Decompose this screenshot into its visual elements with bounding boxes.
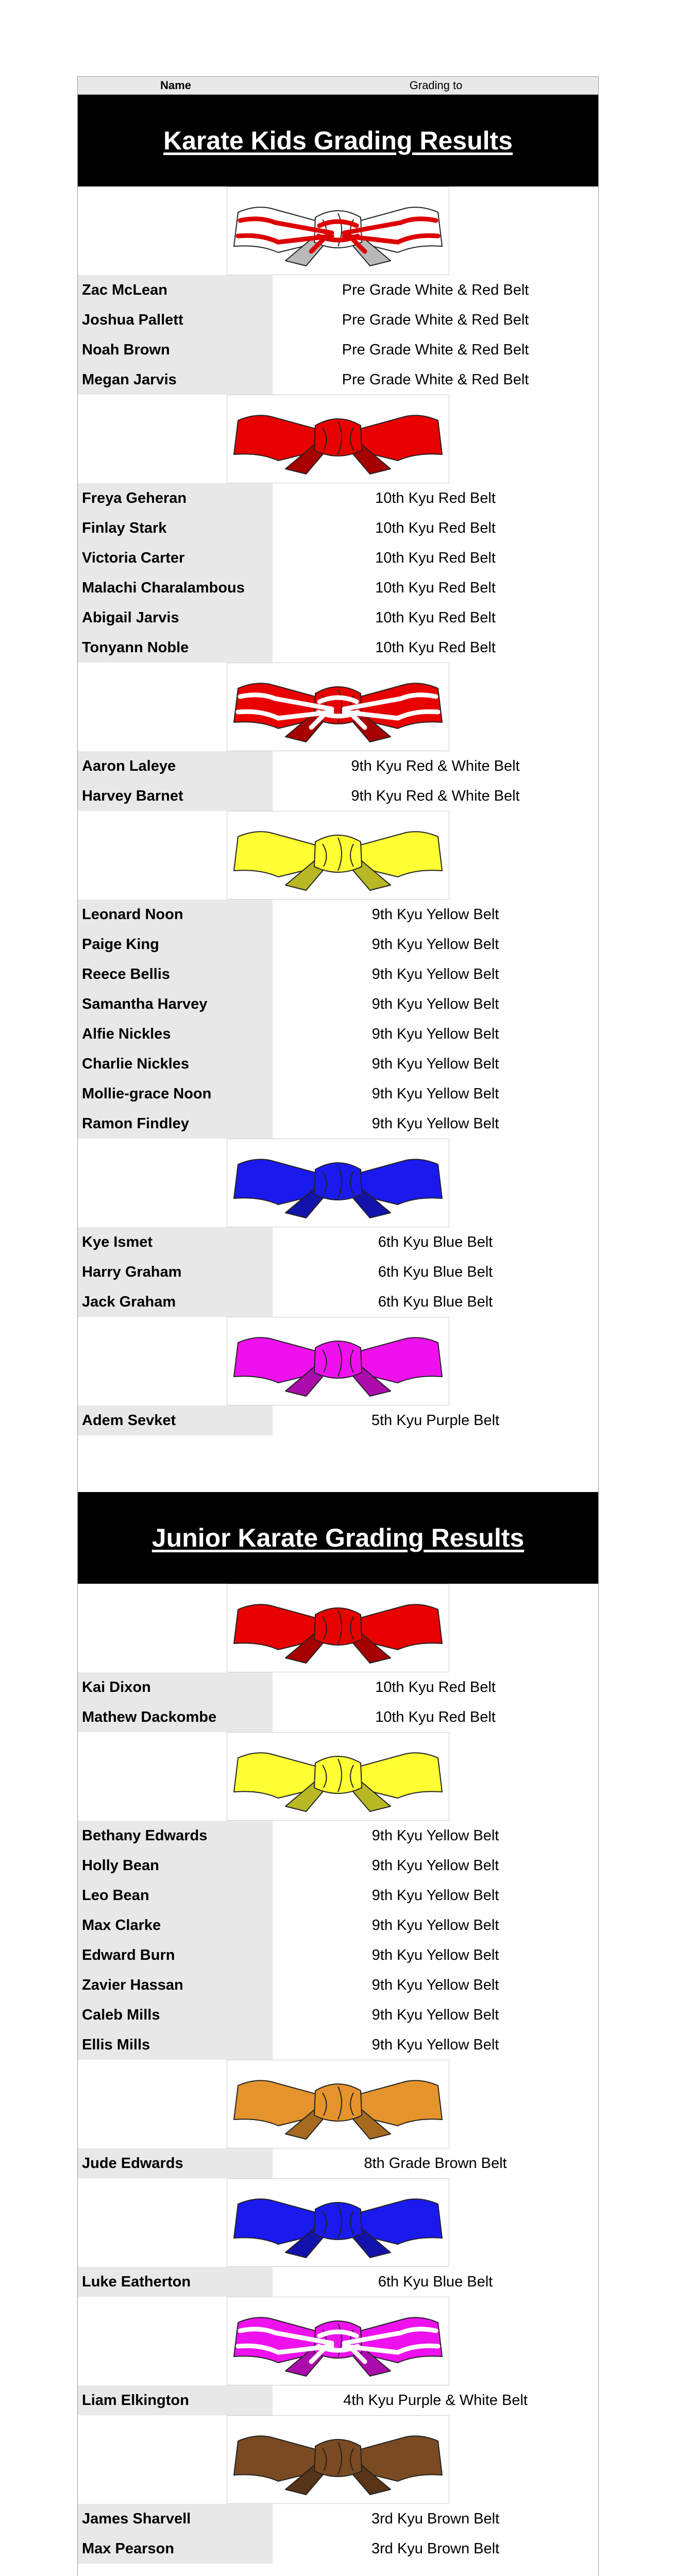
student-name: Kye Ismet [78,1227,273,1257]
belt-image [227,2297,449,2385]
grade-awarded: 6th Kyu Blue Belt [378,2273,493,2290]
grade-awarded: 10th Kyu Red Belt [375,609,496,626]
section-spacer [78,2564,598,2576]
belt-image-row [78,2178,598,2267]
student-name: James Sharvell [78,2504,273,2534]
student-name: Samantha Harvey [78,989,273,1019]
result-row [78,305,598,335]
grade-awarded: Pre Grade White & Red Belt [342,341,529,358]
student-name: Reece Bellis [78,959,273,989]
section-banner [78,95,598,187]
result-row [78,1672,598,1702]
result-row [78,275,598,305]
result-row [78,1821,598,1851]
grade-awarded: 6th Kyu Blue Belt [378,1233,493,1250]
grade-awarded: 9th Kyu Yellow Belt [372,1025,499,1042]
sections-container [78,95,598,2576]
student-name: Holly Bean [78,1851,273,1880]
result-row [78,1702,598,1732]
belt-image [227,395,449,483]
belt-image-row [78,811,598,900]
grade-awarded: 9th Kyu Yellow Belt [372,965,499,982]
grade-awarded: 9th Kyu Yellow Belt [372,1827,499,1844]
belt-icon [229,1141,447,1225]
belt-icon [229,1734,447,1819]
belt-image-row [78,2297,598,2385]
belt-image-row [78,663,598,751]
student-name: Noah Brown [78,335,273,365]
grade-awarded: 10th Kyu Red Belt [375,549,496,566]
student-name: Zavier Hassan [78,1970,273,2000]
result-row [78,543,598,573]
result-row [78,335,598,365]
result-row [78,1880,598,1910]
result-row [78,1287,598,1317]
belt-image-row [78,395,598,483]
student-name: Alfie Nickles [78,1019,273,1049]
grading-column-header: Grading to [409,79,463,92]
student-name: Bethany Edwards [78,1821,273,1851]
student-name: Mollie-grace Noon [78,1079,273,1109]
belt-image-row [78,1139,598,1227]
student-name: Joshua Pallett [78,305,273,335]
student-name: Megan Jarvis [78,365,273,395]
belt-image-row [78,2415,598,2504]
belt-image [227,811,449,900]
grade-awarded: 9th Kyu Red & White Belt [351,757,520,774]
student-name: Edward Burn [78,1940,273,1970]
belt-icon [229,2417,447,2502]
student-name: Caleb Mills [78,2000,273,2030]
student-name: Zac McLean [78,275,273,305]
grade-awarded: 10th Kyu Red Belt [375,1708,496,1725]
student-name: Finlay Stark [78,513,273,543]
result-row [78,483,598,513]
result-row [78,1079,598,1109]
belt-icon [229,2062,447,2146]
result-row [78,603,598,633]
student-name: Freya Geheran [78,483,273,513]
result-row [78,1940,598,1970]
student-name: Harry Graham [78,1257,273,1287]
belt-image [227,2060,449,2148]
belt-image [227,2415,449,2504]
student-name: Adem Sevket [78,1405,273,1435]
student-name: Tonyann Noble [78,633,273,663]
belt-icon [229,2299,447,2383]
result-row [78,2267,598,2297]
result-row [78,633,598,663]
result-row [78,1049,598,1079]
result-row [78,781,598,811]
belt-image [227,1317,449,1405]
student-name: Kai Dixon [78,1672,273,1702]
student-name: Jack Graham [78,1287,273,1317]
grade-awarded: 9th Kyu Yellow Belt [372,995,499,1012]
belt-icon [229,1319,447,1403]
student-name: Max Clarke [78,1910,273,1940]
result-row [78,513,598,543]
result-row [78,2030,598,2060]
student-name: Jude Edwards [78,2148,273,2178]
grade-awarded: 9th Kyu Yellow Belt [372,1857,499,1874]
student-name: Harvey Barnet [78,781,273,811]
table-header [78,76,598,95]
grade-awarded: 6th Kyu Blue Belt [378,1293,493,1310]
result-row [78,900,598,929]
result-row [78,751,598,781]
grade-awarded: 9th Kyu Yellow Belt [372,1085,499,1102]
student-name: Liam Elkington [78,2385,273,2415]
grade-awarded: Pre Grade White & Red Belt [342,281,529,298]
result-row [78,2385,598,2415]
grade-awarded: 8th Grade Brown Belt [364,2155,507,2172]
result-row [78,365,598,395]
grade-awarded: 9th Kyu Yellow Belt [372,936,499,953]
student-name: Aaron Laleye [78,751,273,781]
result-row [78,959,598,989]
belt-image-row [78,2060,598,2148]
section-spacer [78,1435,598,1492]
grade-awarded: 10th Kyu Red Belt [375,489,496,506]
grade-awarded: 5th Kyu Purple Belt [371,1412,500,1429]
result-row [78,1405,598,1435]
belt-icon [229,189,447,273]
belt-icon [229,1586,447,1670]
student-name: Paige King [78,929,273,959]
belt-image [227,1732,449,1821]
grade-awarded: 9th Kyu Yellow Belt [372,1887,499,1904]
belt-image [227,663,449,751]
grade-awarded: 9th Kyu Yellow Belt [372,1946,499,1963]
section-banner [78,1492,598,1584]
result-row [78,2504,598,2534]
grade-awarded: 9th Kyu Red & White Belt [351,787,520,804]
student-name: Leo Bean [78,1880,273,1910]
belt-image [227,2178,449,2267]
belt-image [227,1584,449,1672]
grade-awarded: 10th Kyu Red Belt [375,519,496,536]
grade-awarded: 9th Kyu Yellow Belt [372,1976,499,1993]
grade-awarded: 9th Kyu Yellow Belt [372,906,499,923]
grade-awarded: Pre Grade White & Red Belt [342,371,529,388]
result-row [78,2148,598,2178]
grade-awarded: 10th Kyu Red Belt [375,1679,496,1696]
result-row [78,573,598,603]
belt-image-row [78,1732,598,1821]
result-row [78,929,598,959]
result-row [78,1970,598,2000]
grade-awarded: 10th Kyu Red Belt [375,579,496,596]
grade-awarded: 3rd Kyu Brown Belt [371,2510,500,2527]
belt-image-row [78,1317,598,1405]
name-column-header: Name [160,79,191,92]
student-name: Max Pearson [78,2534,273,2564]
grade-awarded: 9th Kyu Yellow Belt [372,1917,499,1934]
student-name: Victoria Carter [78,543,273,573]
belt-image-row [78,187,598,275]
student-name: Mathew Dackombe [78,1702,273,1732]
grade-awarded: 4th Kyu Purple & White Belt [343,2392,528,2409]
result-row [78,1109,598,1139]
result-row [78,2534,598,2564]
grade-awarded: 9th Kyu Yellow Belt [372,1115,499,1132]
grading-results-document [77,76,599,2576]
student-name: Malachi Charalambous [78,573,273,603]
grade-awarded: 10th Kyu Red Belt [375,639,496,656]
result-row [78,989,598,1019]
result-row [78,1257,598,1287]
student-name: Abigail Jarvis [78,603,273,633]
belt-icon [229,2180,447,2265]
belt-image [227,1139,449,1227]
belt-image-row [78,1584,598,1672]
student-name: Leonard Noon [78,900,273,929]
section-title: Karate Kids Grading Results [163,126,513,155]
belt-image [227,187,449,275]
result-row [78,1851,598,1880]
result-row [78,1019,598,1049]
belt-icon [229,813,447,897]
student-name: Ramon Findley [78,1109,273,1139]
belt-icon [229,665,447,749]
result-row [78,1227,598,1257]
belt-icon [229,397,447,481]
result-row [78,2000,598,2030]
student-name: Luke Eatherton [78,2267,273,2297]
student-name: Ellis Mills [78,2030,273,2060]
student-name: Charlie Nickles [78,1049,273,1079]
grade-awarded: Pre Grade White & Red Belt [342,311,529,328]
grade-awarded: 3rd Kyu Brown Belt [371,2540,500,2557]
grade-awarded: 9th Kyu Yellow Belt [372,1055,499,1072]
grade-awarded: 9th Kyu Yellow Belt [372,2036,499,2053]
grade-awarded: 9th Kyu Yellow Belt [372,2006,499,2023]
result-row [78,1910,598,1940]
grade-awarded: 6th Kyu Blue Belt [378,1263,493,1280]
section-title: Junior Karate Grading Results [151,1523,525,1552]
